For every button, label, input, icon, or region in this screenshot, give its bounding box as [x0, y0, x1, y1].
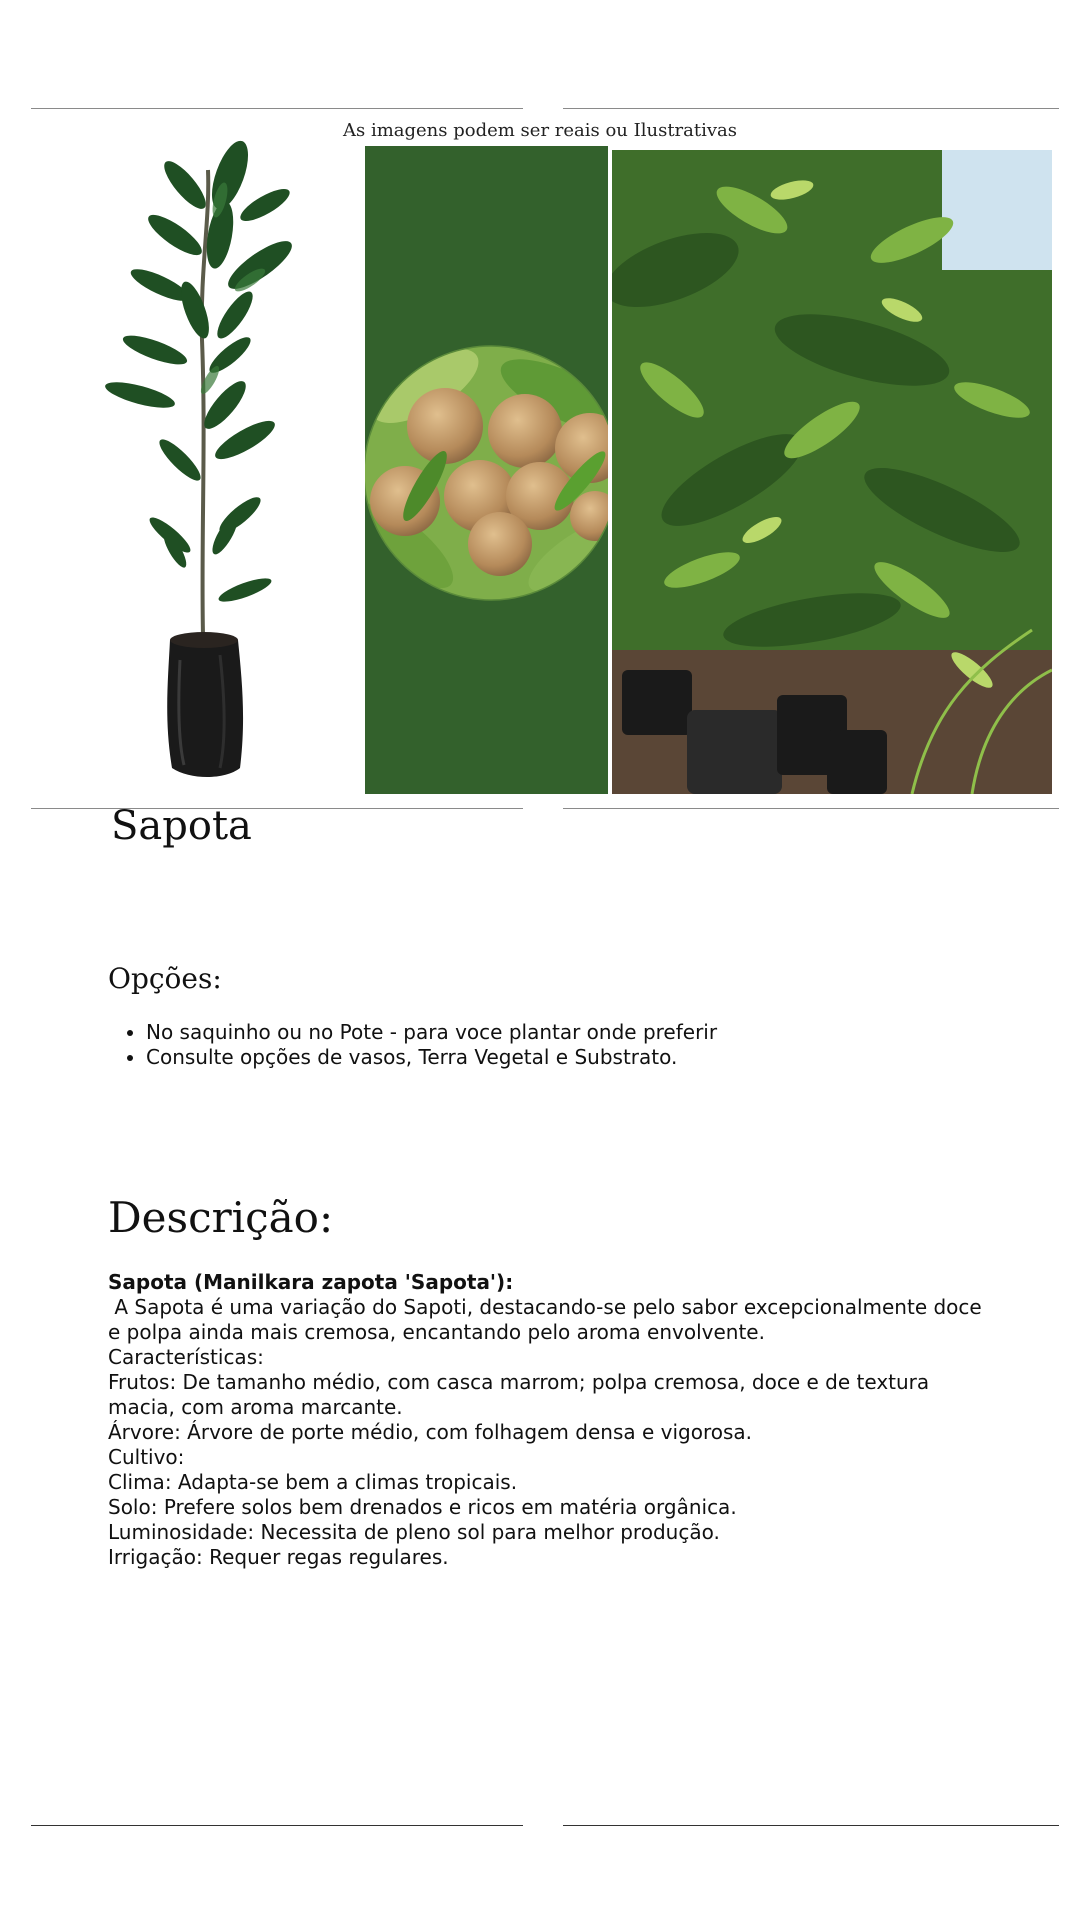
- bottom-rule-right: [563, 1825, 1059, 1826]
- options-heading: Opções:: [108, 962, 222, 995]
- option-item: • No saquinho ou no Pote - para voce plantar onde preferir: [146, 1020, 717, 1045]
- mid-rule-right: [563, 808, 1059, 809]
- sapota-fruit-image: [365, 146, 608, 794]
- top-rule-left: [31, 108, 523, 109]
- gallery-caption: As imagens podem ser reais ou Ilustrativas: [342, 120, 738, 141]
- options-list: [108, 1020, 717, 1070]
- description-line: Irrigação: Requer regas regulares.: [108, 1545, 449, 1569]
- bottom-rule-left: [31, 1825, 523, 1826]
- sapota-nursery-image: [612, 150, 1052, 794]
- description-subtitle: Sapota (Manilkara zapota 'Sapota'):: [108, 1270, 514, 1294]
- option-item: • Consulte opções de vasos, Terra Vegetal e Substrato.: [146, 1045, 717, 1070]
- top-rule-right: [563, 108, 1059, 109]
- description-line: Árvore: Árvore de porte médio, com folhagem densa e vigorosa.: [108, 1420, 753, 1444]
- mid-rule-left: [31, 808, 523, 809]
- description-line: Luminosidade: Necessita de pleno sol para melhor produção.: [108, 1520, 720, 1544]
- description-heading: Descrição:: [108, 1193, 334, 1242]
- sapota-seedling-image: [60, 140, 360, 790]
- description-body: [108, 1270, 988, 1570]
- description-line: Clima: Adapta-se bem a climas tropicais.: [108, 1470, 518, 1494]
- description-line: A Sapota é uma variação do Sapoti, destacando-se pelo sabor excepcionalmente doce e polpa ainda mais cremosa, encantando pelo aroma envolvente.: [108, 1295, 989, 1344]
- description-line: Solo: Prefere solos bem drenados e ricos em matéria orgânica.: [108, 1495, 737, 1519]
- product-title: Sapota: [111, 803, 252, 849]
- description-line: Frutos: De tamanho médio, com casca marrom; polpa cremosa, doce e de textura macia, com aroma marcante.: [108, 1370, 936, 1419]
- description-line: Características:: [108, 1345, 264, 1369]
- description-line: Cultivo:: [108, 1445, 185, 1469]
